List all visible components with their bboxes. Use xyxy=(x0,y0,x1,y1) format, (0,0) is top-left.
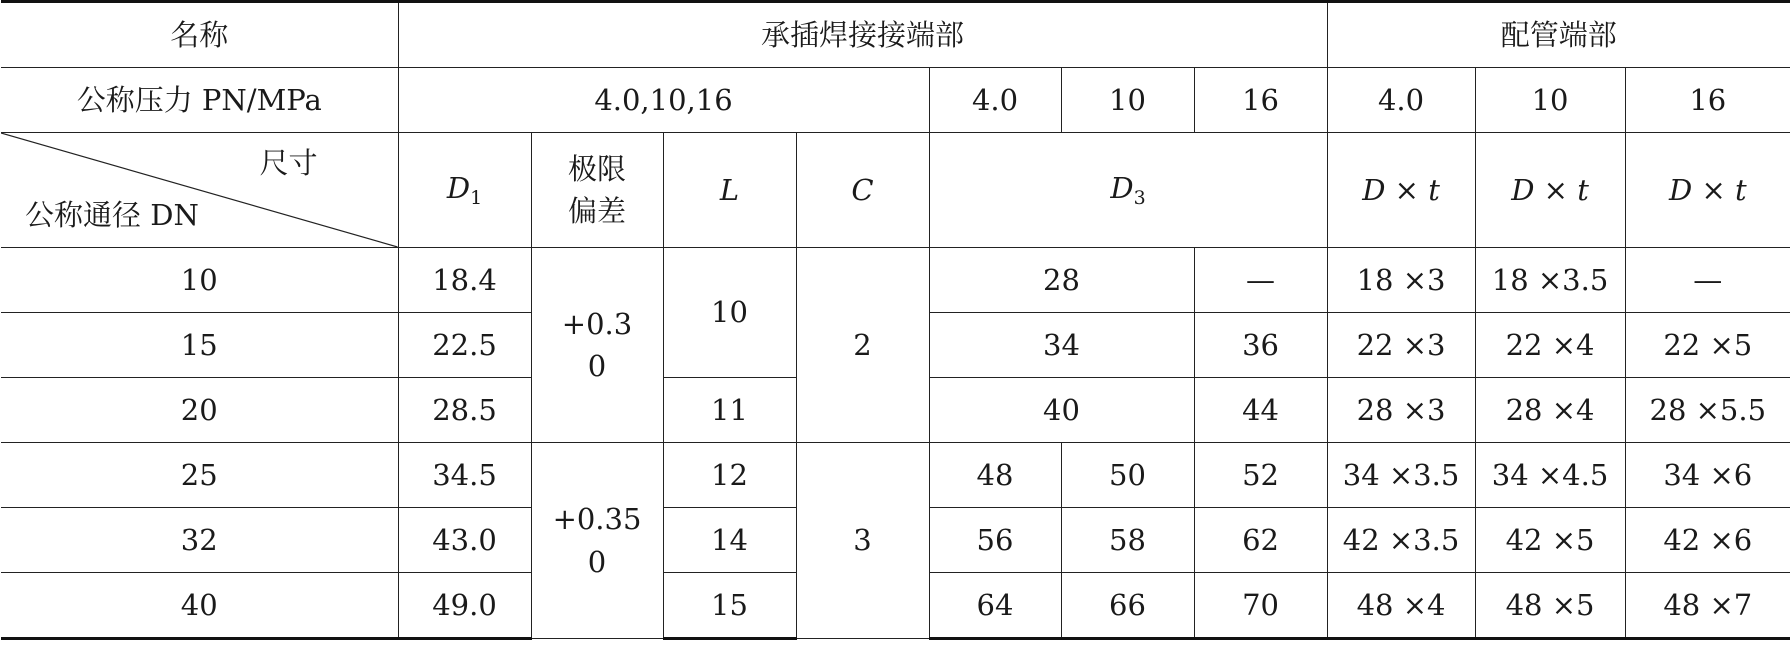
d3-16-cell: 62 xyxy=(1194,508,1327,573)
col-l xyxy=(663,133,796,248)
d3-4-0-cell: 48 xyxy=(929,443,1061,508)
header-row-name xyxy=(1,2,1790,68)
pipe-4-0-cell: 22 ×3 xyxy=(1327,313,1475,378)
d3-4-0-cell: 64 xyxy=(929,573,1061,639)
dn-cell: 15 xyxy=(1,313,398,378)
table-row xyxy=(1,443,1790,508)
tolerance-upper: +0.35 xyxy=(552,502,642,537)
dxt-symbol: D × t xyxy=(1362,172,1440,207)
dn-cell: 25 xyxy=(1,443,398,508)
tolerance-line1: 极限 xyxy=(567,151,626,186)
d3-symbol: D xyxy=(1110,170,1134,205)
pipe-pressure-10: 10 xyxy=(1475,68,1625,133)
pressure-label: 公称压力 PN/MPa xyxy=(1,68,398,133)
col-c xyxy=(796,133,929,248)
pressure-combined: 4.0,10,16 xyxy=(398,68,929,133)
socket-weld-end-header: 承插焊接接端部 xyxy=(398,2,1327,68)
d3-16-cell: 44 xyxy=(1194,378,1327,443)
dn-cell: 32 xyxy=(1,508,398,573)
d1-cell: 34.5 xyxy=(398,443,531,508)
c-symbol: C xyxy=(851,172,874,207)
name-label: 名称 xyxy=(1,2,398,68)
col-d1 xyxy=(398,133,531,248)
pipe-10-cell: 42 ×5 xyxy=(1475,508,1625,573)
table-row xyxy=(1,248,1790,313)
d1-cell: 22.5 xyxy=(398,313,531,378)
d1-cell: 43.0 xyxy=(398,508,531,573)
tolerance-cell xyxy=(531,248,663,443)
d3-16-cell: 36 xyxy=(1194,313,1327,378)
l-symbol: L xyxy=(719,172,740,207)
pipe-4-0-cell: 42 ×3.5 xyxy=(1327,508,1475,573)
d1-cell: 28.5 xyxy=(398,378,531,443)
col-dxt-10 xyxy=(1475,133,1625,248)
d3-cell: 40 xyxy=(929,378,1194,443)
tolerance-cell xyxy=(531,443,663,639)
d3-subscript: 3 xyxy=(1133,186,1146,209)
header-row-dimensions xyxy=(1,133,1790,248)
d3-16-cell: — xyxy=(1194,248,1327,313)
pipe-4-0-cell: 34 ×3.5 xyxy=(1327,443,1475,508)
tolerance-lower: 0 xyxy=(587,349,607,383)
pipe-10-cell: 28 ×4 xyxy=(1475,378,1625,443)
pipe-10-cell: 18 ×3.5 xyxy=(1475,248,1625,313)
col-dxt-4-0 xyxy=(1327,133,1475,248)
d3-10-cell: 58 xyxy=(1061,508,1194,573)
nominal-diameter-label: 公称通径 DN xyxy=(25,197,199,232)
pipe-10-cell: 34 ×4.5 xyxy=(1475,443,1625,508)
d3-16-cell: 70 xyxy=(1194,573,1327,639)
flange-dimension-table xyxy=(1,0,1790,640)
d1-symbol: D xyxy=(446,170,471,205)
d3-cell: 28 xyxy=(929,248,1194,313)
pipe-pressure-4-0: 4.0 xyxy=(1327,68,1475,133)
col-dxt-16 xyxy=(1625,133,1790,248)
pipe-16-cell: 22 ×5 xyxy=(1625,313,1790,378)
d3-4-0-cell: 56 xyxy=(929,508,1061,573)
pipe-pressure-16: 16 xyxy=(1625,68,1790,133)
c-cell: 2 xyxy=(796,248,929,443)
header-row-pressure xyxy=(1,68,1790,133)
l-cell: 12 xyxy=(663,443,796,508)
d3-10-cell: 66 xyxy=(1061,573,1194,639)
l-cell: 15 xyxy=(663,573,796,639)
pressure-10: 10 xyxy=(1061,68,1194,133)
dxt-symbol: D × t xyxy=(1668,172,1747,207)
c-cell: 3 xyxy=(796,443,929,639)
pipe-10-cell: 22 ×4 xyxy=(1475,313,1625,378)
d1-subscript: 1 xyxy=(470,186,483,209)
tolerance-line2: 偏差 xyxy=(567,194,626,228)
dn-cell: 10 xyxy=(1,248,398,313)
dxt-symbol: D × t xyxy=(1511,172,1589,207)
pipe-end-header: 配管端部 xyxy=(1327,2,1790,68)
pipe-16-cell: 34 ×6 xyxy=(1625,443,1790,508)
pipe-16-cell: 28 ×5.5 xyxy=(1625,378,1790,443)
pipe-4-0-cell: 18 ×3 xyxy=(1327,248,1475,313)
pipe-16-cell: 48 ×7 xyxy=(1625,573,1790,639)
pressure-16: 16 xyxy=(1194,68,1327,133)
pipe-16-cell: — xyxy=(1625,248,1790,313)
tolerance-lower: 0 xyxy=(587,544,607,579)
dn-cell: 20 xyxy=(1,378,398,443)
d1-cell: 18.4 xyxy=(398,248,531,313)
col-tolerance xyxy=(531,133,663,248)
pipe-16-cell: 42 ×6 xyxy=(1625,508,1790,573)
l-cell: 11 xyxy=(663,378,796,443)
col-d3 xyxy=(929,133,1327,248)
d3-cell: 34 xyxy=(929,313,1194,378)
l-cell: 10 xyxy=(663,248,796,378)
tolerance-upper: +0.3 xyxy=(561,306,633,341)
d1-cell: 49.0 xyxy=(398,573,531,639)
diagonal-header-cell xyxy=(1,133,398,248)
d3-10-cell: 50 xyxy=(1061,443,1194,508)
pipe-4-0-cell: 48 ×4 xyxy=(1327,573,1475,639)
d3-16-cell: 52 xyxy=(1194,443,1327,508)
pressure-4-0: 4.0 xyxy=(929,68,1061,133)
l-cell: 14 xyxy=(663,508,796,573)
dimensions-label: 尺寸 xyxy=(259,146,318,180)
dn-cell: 40 xyxy=(1,573,398,639)
pipe-10-cell: 48 ×5 xyxy=(1475,573,1625,639)
pipe-4-0-cell: 28 ×3 xyxy=(1327,378,1475,443)
